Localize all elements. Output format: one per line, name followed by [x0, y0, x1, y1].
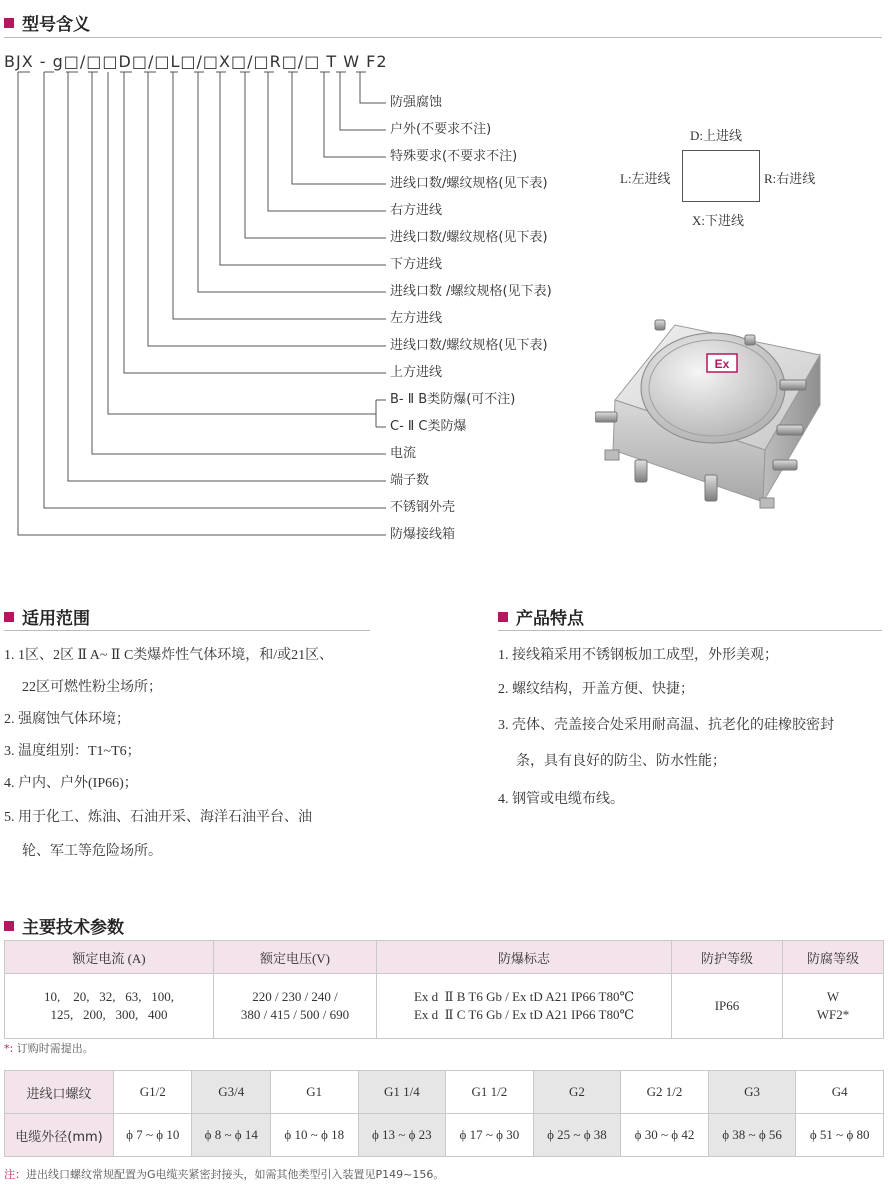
direction-right-label: R:右进线	[764, 171, 816, 186]
feature-line-2: 2. 螺纹结构，开盖方便、快捷；	[498, 682, 694, 697]
thread-cell: G1 1/4	[358, 1071, 446, 1114]
header-voltage: 额定电压(V)	[214, 941, 377, 974]
scope-line-4: 3. 温度组别：T1~T6；	[4, 744, 141, 759]
model-code-label: C- Ⅱ C类防爆	[390, 419, 467, 434]
model-code-label: 下方进线	[390, 257, 443, 272]
diameter-cell: ϕ 10 ~ ϕ 18	[270, 1114, 358, 1157]
section-title-features	[498, 604, 584, 629]
thread-row	[5, 1071, 884, 1114]
params-table	[4, 940, 884, 1039]
thread-cell: G1	[270, 1071, 358, 1114]
section-title-text: 产品特点	[516, 609, 584, 629]
bottom-note	[4, 1166, 444, 1182]
bracket-line	[44, 72, 386, 508]
model-code-label: 进线口数/螺纹规格(见下表)	[390, 338, 548, 353]
cell-current	[5, 974, 214, 1039]
scope-line-5: 4. 户内、户外(IP66)；	[4, 776, 138, 791]
header-protection: 防护等级	[672, 941, 783, 974]
direction-bottom-label: X:下进线	[692, 213, 745, 228]
current-line-2: 125, 200, 300, 400	[50, 1007, 168, 1022]
feature-line-4: 条，具有良好的防尘、防水性能；	[516, 754, 726, 769]
bracket-line	[360, 72, 386, 103]
scope-line-7: 轮、军工等危险场所。	[22, 844, 162, 859]
bracket-line	[268, 72, 386, 211]
diameter-row-label: 电缆外径(mm)	[5, 1114, 114, 1157]
thread-cell: G2	[533, 1071, 621, 1114]
cell-protection: IP66	[672, 974, 783, 1039]
diameter-cell: ϕ 51 ~ ϕ 80	[796, 1114, 884, 1157]
model-code-label: 电流	[390, 446, 417, 461]
current-line-1: 10, 20, 32, 63, 100,	[44, 989, 174, 1004]
order-note-star: *:	[4, 1042, 14, 1055]
feature-line-1: 1. 接线箱采用不锈钢板加工成型，外形美观；	[498, 648, 778, 663]
bracket-line	[92, 72, 386, 454]
params-data-row	[5, 974, 884, 1039]
exmark-line-2: Ex d Ⅱ C T6 Gb / Ex tD A21 IP66 T80℃	[413, 1007, 635, 1022]
order-note	[4, 1040, 94, 1056]
params-header-row	[5, 941, 884, 974]
cell-anticorrosion	[783, 974, 884, 1039]
thread-cell: G1/2	[114, 1071, 192, 1114]
thread-cell: G2 1/2	[621, 1071, 709, 1114]
section-marker-icon	[4, 921, 14, 931]
model-code-label: 右方进线	[390, 203, 443, 218]
ex-badge-text: Ex	[714, 357, 730, 371]
direction-diagram-box	[682, 150, 760, 202]
bracket-line	[245, 72, 386, 238]
bracket-line	[292, 72, 386, 184]
model-code-label: 左方进线	[390, 311, 443, 326]
bottom-note-text: 进出线口螺纹常规配置为G电缆夹紧密封接头，如需其他类型引入装置见P149~156。	[26, 1168, 445, 1181]
cell-voltage	[214, 974, 377, 1039]
scope-line-3: 2. 强腐蚀气体环境；	[4, 712, 130, 727]
diameter-cell: ϕ 25 ~ ϕ 38	[533, 1114, 621, 1157]
feature-line-3: 3. 壳体、壳盖接合处采用耐高温、抗老化的硅橡胶密封	[498, 718, 834, 733]
product-junction-box-image	[595, 310, 835, 520]
thread-row-label: 进线口螺纹	[5, 1071, 114, 1114]
model-code-label: 进线口数/螺纹规格(见下表)	[390, 230, 548, 245]
diameter-cell: ϕ 38 ~ ϕ 56	[708, 1114, 796, 1157]
bracket-line	[340, 72, 386, 130]
model-code-label: 特殊要求(不要求不注)	[390, 149, 518, 164]
bottom-note-label: 注：	[4, 1168, 26, 1181]
diameter-cell: ϕ 17 ~ ϕ 30	[446, 1114, 534, 1157]
thread-cell: G3/4	[192, 1071, 270, 1114]
model-code-label: 上方进线	[390, 365, 443, 380]
section-title-scope	[4, 604, 90, 629]
header-anticorrosion: 防腐等级	[783, 941, 884, 974]
model-code-label: 端子数	[390, 473, 430, 488]
diameter-cell: ϕ 7 ~ ϕ 10	[114, 1114, 192, 1157]
direction-left-label: L:左进线	[620, 171, 671, 186]
order-note-text: 订购时需提出。	[13, 1042, 94, 1055]
scope-line-1: 1. 1区、2区 Ⅱ A~ Ⅱ C类爆炸性气体环境，和/或21区、	[4, 648, 334, 663]
thread-cell: G1 1/2	[446, 1071, 534, 1114]
model-code-bracket-lines	[0, 0, 600, 560]
divider	[4, 630, 370, 631]
section-title-text: 适用范围	[22, 609, 90, 629]
bracket-line	[68, 72, 386, 481]
diameter-cell: ϕ 8 ~ ϕ 14	[192, 1114, 270, 1157]
model-code-label: 户外(不要求不注)	[390, 122, 492, 137]
model-code-label: B- Ⅱ B类防爆(可不注)	[390, 392, 516, 407]
model-code-label: 防爆接线箱	[390, 527, 456, 542]
divider	[498, 630, 882, 631]
model-code-label: 不锈钢外壳	[390, 500, 456, 515]
model-code-label: 进线口数 /螺纹规格(见下表)	[390, 284, 552, 299]
header-exmark: 防爆标志	[377, 941, 672, 974]
section-title-params	[4, 913, 124, 938]
feature-line-5: 4. 钢管或电缆布线。	[498, 792, 624, 807]
model-code: BJX - g□/□□D□/□L□/□X□/□R□/□ T W F2	[4, 52, 388, 71]
header-current: 额定电流 (A)	[5, 941, 214, 974]
thread-table	[4, 1070, 884, 1157]
bracket-line	[148, 72, 386, 346]
bracket-line	[173, 72, 386, 319]
anticorrosion-line-1: W	[826, 989, 840, 1004]
section-title-text: 型号含义	[22, 15, 90, 35]
model-code-label: 进线口数/螺纹规格(见下表)	[390, 176, 548, 191]
voltage-line-1: 220 / 230 / 240 /	[252, 989, 338, 1004]
scope-line-2: 22区可燃性粉尘场所；	[22, 680, 162, 695]
voltage-line-2: 380 / 415 / 500 / 690	[240, 1007, 350, 1022]
section-title-text: 主要技术参数	[22, 918, 124, 938]
direction-top-label: D:上进线	[690, 128, 743, 143]
thread-cell: G4	[796, 1071, 884, 1114]
thread-cell: G3	[708, 1071, 796, 1114]
bracket-line	[124, 72, 386, 373]
section-marker-icon	[4, 612, 14, 622]
model-code-label: 防强腐蚀	[390, 95, 443, 110]
diameter-row	[5, 1114, 884, 1157]
diameter-cell: ϕ 13 ~ ϕ 23	[358, 1114, 446, 1157]
bracket-line	[18, 72, 386, 535]
bracket-line	[324, 72, 386, 157]
diameter-cell: ϕ 30 ~ ϕ 42	[621, 1114, 709, 1157]
section-marker-icon	[498, 612, 508, 622]
exmark-line-1: Ex d Ⅱ B T6 Gb / Ex tD A21 IP66 T80℃	[413, 989, 635, 1004]
bracket-line	[376, 400, 386, 427]
cell-exmark	[377, 974, 672, 1039]
anticorrosion-line-2: WF2*	[816, 1007, 850, 1022]
scope-line-6: 5. 用于化工、炼油、石油开采、海洋石油平台、油	[4, 810, 312, 825]
